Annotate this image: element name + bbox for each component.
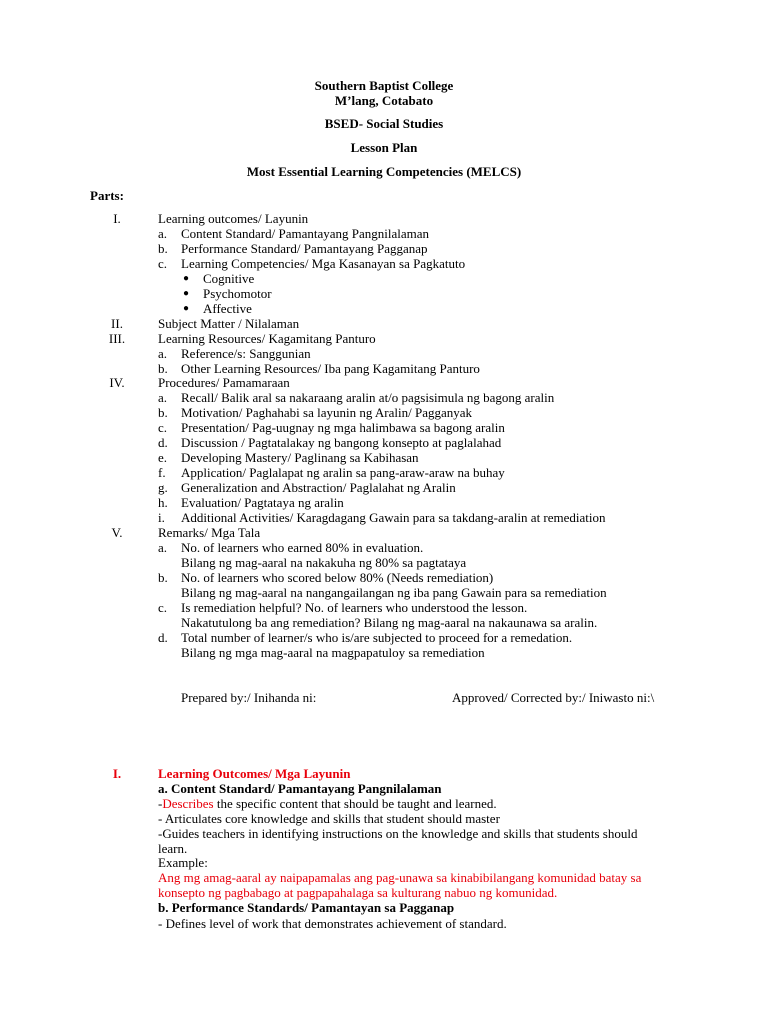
outline-letter: b. <box>158 361 168 376</box>
section-line-describes <box>158 796 497 811</box>
outline-label-i: Learning outcomes/ Layunin <box>158 211 309 226</box>
section-line: - Articulates core knowledge and skills that student should master <box>158 811 500 826</box>
remark-line: Bilang ng mga mag-aaral na magpapatuloy sa remediation <box>181 645 485 660</box>
outline-item: Content Standard/ Pamantayang Pangnilalaman <box>181 226 430 241</box>
dash-prefix: - <box>158 796 163 811</box>
outline-num-ii: II. <box>111 316 123 331</box>
college-location: M’lang, Cotabato <box>334 93 434 108</box>
outline-letter: h. <box>158 495 168 510</box>
example-label: Example: <box>158 855 208 870</box>
document-subtitle: Most Essential Learning Competencies (MELCS) <box>246 164 522 179</box>
outline-label-v: Remarks/ Mga Tala <box>158 525 261 540</box>
outline-letter: a. <box>158 346 168 361</box>
procedure-item: Developing Mastery/ Paglinang sa Kabihasan <box>181 450 419 465</box>
outline-item: Reference/s: Sanggunian <box>181 346 311 361</box>
outline-letter: i. <box>158 510 165 525</box>
program-name: BSED- Social Studies <box>324 116 444 131</box>
remark-line: Total number of learner/s who is/are subjected to proceed for a remedation. <box>181 630 573 645</box>
outline-letter: a. <box>158 540 168 555</box>
procedure-item: Discussion / Pagtatalakay ng bangong konsepto at paglalahad <box>181 435 502 450</box>
outline-label-iv: Procedures/ Pamamaraan <box>158 375 290 390</box>
outline-letter: e. <box>158 450 168 465</box>
outline-num-iii: III. <box>108 331 126 346</box>
describes-rest: the specific content that should be taught and learned. <box>213 796 497 811</box>
subsection-b-heading: b. Performance Standards/ Pamantayan sa Pagganap <box>158 900 455 915</box>
outline-item: Performance Standard/ Pamantayang Pagganap <box>181 241 428 256</box>
bullet-icon: ● <box>183 288 190 299</box>
outline-letter: b. <box>158 570 168 585</box>
outline-num-iv: IV. <box>109 375 125 390</box>
describes-word: Describes <box>162 796 214 811</box>
procedure-item: Recall/ Balik aral sa nakaraang aralin at/o pagsisimula ng bagong aralin <box>181 390 555 405</box>
remark-line: Nakatutulong ba ang remediation? Bilang ng mag-aaral na nakaunawa sa aralin. <box>181 615 598 630</box>
outline-label-ii: Subject Matter / Nilalaman <box>158 316 300 331</box>
outline-letter: g. <box>158 480 168 495</box>
procedure-item: Additional Activities/ Karagdagang Gawain para sa takdang-aralin at remediation <box>181 510 606 525</box>
outline-letter: c. <box>158 600 168 615</box>
remark-line: Bilang ng mag-aaral na nangangailangan ng iba pang Gawain para sa remediation <box>181 585 607 600</box>
remark-line: No. of learners who scored below 80% (Needs remediation) <box>181 570 494 585</box>
prepared-by-label: Prepared by:/ Inihanda ni: <box>181 690 317 705</box>
outline-num-v: V. <box>111 525 123 540</box>
outline-letter: c. <box>158 256 168 271</box>
example-line: Ang mg amag-aaral ay naipapamalas ang pag-unawa sa kinabibilangang komunidad batay sa <box>158 870 642 885</box>
remark-line: No. of learners who earned 80% in evaluation. <box>181 540 424 555</box>
outline-letter: a. <box>158 226 168 241</box>
outline-letter: b. <box>158 241 168 256</box>
procedure-item: Evaluation/ Pagtataya ng aralin <box>181 495 344 510</box>
section-line: -Guides teachers in identifying instructions on the knowledge and skills that students should <box>158 826 638 841</box>
outline-letter: c. <box>158 420 168 435</box>
outline-num-i: I. <box>113 211 121 226</box>
procedure-item: Motivation/ Paghahabi sa layunin ng Aralin/ Pagganyak <box>181 405 473 420</box>
procedure-item: Application/ Paglalapat ng aralin sa pang-araw-araw na buhay <box>181 465 505 480</box>
remark-line: Is remediation helpful? No. of learners who understood the lesson. <box>181 600 528 615</box>
procedure-item: Presentation/ Pag-uugnay ng mga halimbawa sa bagong aralin <box>181 420 505 435</box>
approved-by-label: Approved/ Corrected by:/ Iniwasto ni:\ <box>452 690 655 705</box>
outline-letter: f. <box>158 465 166 480</box>
outline-letter: b. <box>158 405 168 420</box>
bullet-item: Cognitive <box>203 271 255 286</box>
bullet-icon: ● <box>183 303 190 314</box>
section-num: I. <box>112 766 122 781</box>
parts-label: Parts: <box>90 188 124 203</box>
college-name: Southern Baptist College <box>314 78 454 93</box>
section-line: - Defines level of work that demonstrates achievement of standard. <box>158 916 507 931</box>
example-line: konsepto ng pagbabago at pagpapahalaga sa kulturang nabuo ng komunidad. <box>158 885 558 900</box>
bullet-item: Psychomotor <box>203 286 272 301</box>
outline-label-iii: Learning Resources/ Kagamitang Panturo <box>158 331 376 346</box>
bullet-icon: ● <box>183 273 190 284</box>
outline-item: Other Learning Resources/ Iba pang Kagamitang Panturo <box>181 361 480 376</box>
section-line: learn. <box>158 841 188 856</box>
bullet-item: Affective <box>203 301 252 316</box>
outline-letter: d. <box>158 435 168 450</box>
procedure-item: Generalization and Abstraction/ Paglalahat ng Aralin <box>181 480 456 495</box>
outline-letter: a. <box>158 390 168 405</box>
outline-letter: d. <box>158 630 168 645</box>
remark-line: Bilang ng mag-aaral na nakakuha ng 80% sa pagtataya <box>181 555 467 570</box>
subsection-a-heading: a. Content Standard/ Pamantayang Pangnilalaman <box>158 781 442 796</box>
outline-item: Learning Competencies/ Mga Kasanayan sa Pagkatuto <box>181 256 466 271</box>
document-type: Lesson Plan <box>350 140 418 155</box>
section-title: Learning Outcomes/ Mga Layunin <box>158 766 351 781</box>
